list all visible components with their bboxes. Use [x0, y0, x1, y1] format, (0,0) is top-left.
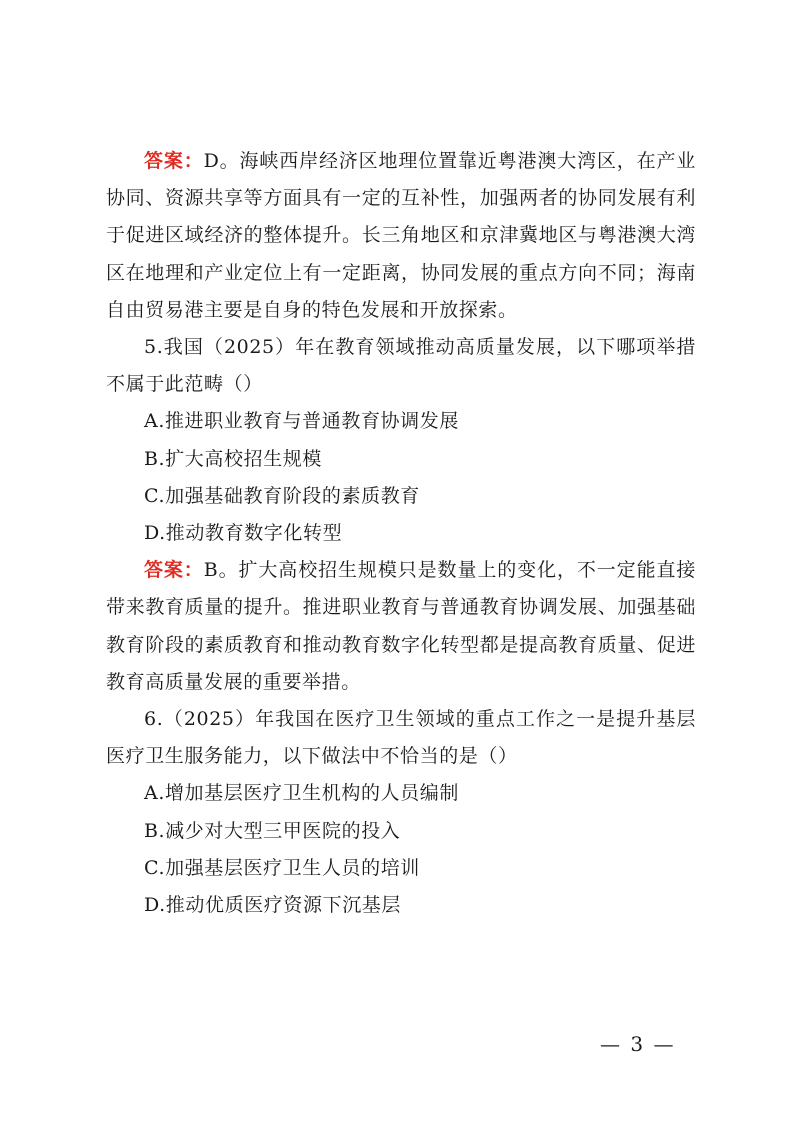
option-b: B.扩大高校招生规模 [144, 447, 323, 470]
answer-label: 答案： [144, 150, 204, 172]
option-b: B.减少对大型三甲医院的投入 [144, 819, 401, 842]
option-a: A.增加基层医疗卫生机构的人员编制 [144, 782, 459, 805]
answer-label: 答案： [144, 559, 204, 582]
option-a: A.推进职业教育与普通教育协调发展 [144, 410, 459, 433]
answer-paragraph [106, 552, 696, 701]
option-d: D.推动优质医疗资源下沉基层 [144, 894, 401, 917]
document-body [106, 143, 696, 924]
answer-paragraph [106, 143, 696, 329]
question-text: 6.（2025）年我国在医疗卫生领域的重点工作之一是提升基层医疗卫生服务能力，以下做法中不恰当的是（） [106, 708, 696, 768]
answer-text: B。扩大高校招生规模只是数量上的变化，不一定能直接带来教育质量的提升。推进职业教育与普通教育协调发展、加强基础教育阶段的素质教育和推动教育数字化转型都是提高教育质量、促进教育高质量发展的重要举措。 [106, 559, 696, 693]
option-c: C.加强基础教育阶段的素质教育 [144, 484, 420, 507]
option-c: C.加强基层医疗卫生人员的培训 [144, 856, 420, 879]
option-d: D.推动教育数字化转型 [144, 522, 343, 545]
question-text: 5.我国（2025）年在教育领域推动高质量发展，以下哪项举措不属于此范畴（） [106, 336, 696, 396]
answer-text: D。海峡西岸经济区地理位置靠近粤港澳大湾区，在产业协同、资源共享等方面具有一定的互补性，加强两者的协同发展有利于促进区域经济的整体提升。长三角地区和京津冀地区与粤港澳大湾区在地理和产业定位上有一定距离，协同发展的重点方向不同；海南自由贸易港主要是自身的特色发展和开放探索。 [106, 150, 696, 321]
page-number: — 3 — [600, 1032, 676, 1056]
